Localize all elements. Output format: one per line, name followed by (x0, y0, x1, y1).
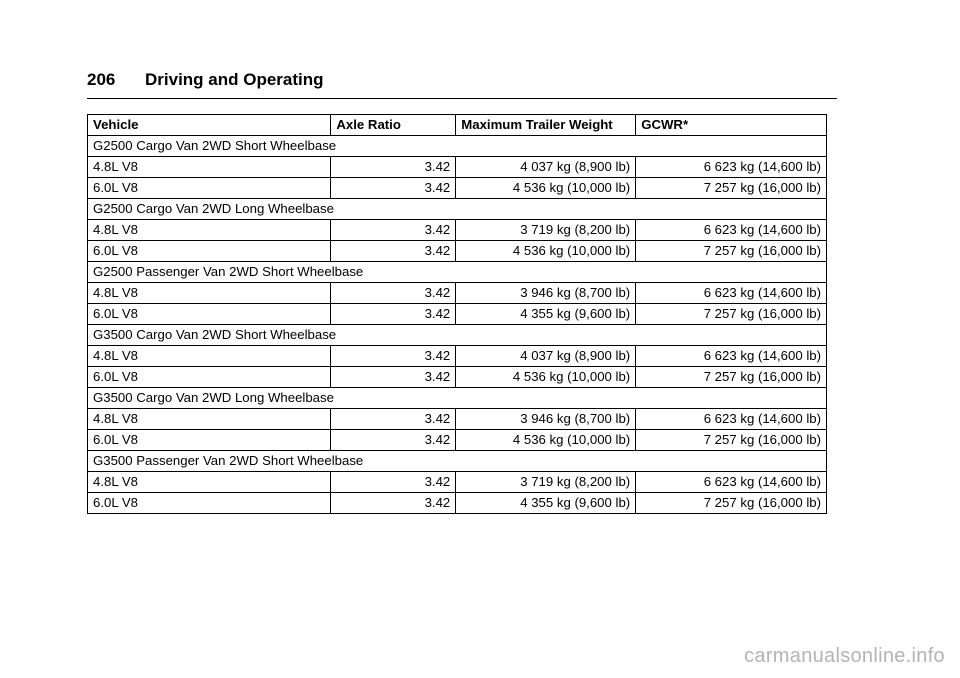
table-row (88, 430, 827, 451)
table-row (88, 241, 827, 262)
table-row (88, 157, 827, 178)
table-row (88, 472, 827, 493)
vehicle-group-name: G3500 Passenger Van 2WD Short Wheelbase (88, 451, 827, 472)
max-trailer-weight-cell: 4 536 kg (10,000 lb) (456, 241, 636, 262)
trailer-weight-table (87, 114, 827, 514)
gcwr-cell: 6 623 kg (14,600 lb) (636, 283, 827, 304)
group-row (88, 388, 827, 409)
vehicle-group-name: G3500 Cargo Van 2WD Short Wheelbase (88, 325, 827, 346)
axle-ratio-cell: 3.42 (331, 157, 456, 178)
engine-cell: 4.8L V8 (88, 346, 331, 367)
table-row (88, 178, 827, 199)
page-number: 206 (87, 70, 116, 89)
footer-watermark: carmanualsonline.info (744, 645, 945, 667)
axle-ratio-cell: 3.42 (331, 346, 456, 367)
page-header (87, 70, 837, 99)
group-row (88, 451, 827, 472)
engine-cell: 6.0L V8 (88, 367, 331, 388)
vehicle-group-name: G2500 Cargo Van 2WD Short Wheelbase (88, 136, 827, 157)
engine-cell: 6.0L V8 (88, 430, 331, 451)
axle-ratio-cell: 3.42 (331, 472, 456, 493)
max-trailer-weight-cell: 3 946 kg (8,700 lb) (456, 409, 636, 430)
table-row (88, 346, 827, 367)
section-title: Driving and Operating (145, 70, 324, 89)
gcwr-cell: 7 257 kg (16,000 lb) (636, 367, 827, 388)
gcwr-cell: 6 623 kg (14,600 lb) (636, 409, 827, 430)
max-trailer-weight-cell: 4 037 kg (8,900 lb) (456, 346, 636, 367)
engine-cell: 6.0L V8 (88, 178, 331, 199)
table-row (88, 220, 827, 241)
engine-cell: 6.0L V8 (88, 304, 331, 325)
table-row (88, 283, 827, 304)
group-row (88, 199, 827, 220)
table-body (88, 136, 827, 514)
engine-cell: 4.8L V8 (88, 283, 331, 304)
axle-ratio-cell: 3.42 (331, 493, 456, 514)
engine-cell: 4.8L V8 (88, 472, 331, 493)
axle-ratio-cell: 3.42 (331, 430, 456, 451)
vehicle-group-name: G3500 Cargo Van 2WD Long Wheelbase (88, 388, 827, 409)
gcwr-cell: 6 623 kg (14,600 lb) (636, 157, 827, 178)
table-row (88, 367, 827, 388)
axle-ratio-cell: 3.42 (331, 304, 456, 325)
group-row (88, 136, 827, 157)
gcwr-cell: 7 257 kg (16,000 lb) (636, 430, 827, 451)
table-row (88, 409, 827, 430)
max-trailer-weight-cell: 4 536 kg (10,000 lb) (456, 367, 636, 388)
gcwr-cell: 7 257 kg (16,000 lb) (636, 241, 827, 262)
engine-cell: 6.0L V8 (88, 493, 331, 514)
max-trailer-weight-cell: 4 536 kg (10,000 lb) (456, 430, 636, 451)
gcwr-cell: 7 257 kg (16,000 lb) (636, 493, 827, 514)
engine-cell: 4.8L V8 (88, 220, 331, 241)
max-trailer-weight-cell: 4 536 kg (10,000 lb) (456, 178, 636, 199)
max-trailer-weight-cell: 3 719 kg (8,200 lb) (456, 472, 636, 493)
axle-ratio-cell: 3.42 (331, 367, 456, 388)
max-trailer-weight-cell: 3 719 kg (8,200 lb) (456, 220, 636, 241)
group-row (88, 325, 827, 346)
axle-ratio-cell: 3.42 (331, 241, 456, 262)
axle-ratio-cell: 3.42 (331, 283, 456, 304)
max-trailer-weight-cell: 3 946 kg (8,700 lb) (456, 283, 636, 304)
column-header-vehicle: Vehicle (88, 115, 331, 136)
table-row (88, 493, 827, 514)
max-trailer-weight-cell: 4 037 kg (8,900 lb) (456, 157, 636, 178)
max-trailer-weight-cell: 4 355 kg (9,600 lb) (456, 493, 636, 514)
gcwr-cell: 7 257 kg (16,000 lb) (636, 304, 827, 325)
engine-cell: 6.0L V8 (88, 241, 331, 262)
engine-cell: 4.8L V8 (88, 409, 331, 430)
gcwr-cell: 6 623 kg (14,600 lb) (636, 346, 827, 367)
column-header-max-trailer-weight: Maximum Trailer Weight (456, 115, 636, 136)
group-row (88, 262, 827, 283)
gcwr-cell: 6 623 kg (14,600 lb) (636, 472, 827, 493)
vehicle-group-name: G2500 Cargo Van 2WD Long Wheelbase (88, 199, 827, 220)
column-header-axle-ratio: Axle Ratio (331, 115, 456, 136)
table-row (88, 304, 827, 325)
max-trailer-weight-cell: 4 355 kg (9,600 lb) (456, 304, 636, 325)
engine-cell: 4.8L V8 (88, 157, 331, 178)
axle-ratio-cell: 3.42 (331, 178, 456, 199)
column-header-gcwr: GCWR* (636, 115, 827, 136)
table-header-row (88, 115, 827, 136)
axle-ratio-cell: 3.42 (331, 409, 456, 430)
axle-ratio-cell: 3.42 (331, 220, 456, 241)
gcwr-cell: 6 623 kg (14,600 lb) (636, 220, 827, 241)
vehicle-group-name: G2500 Passenger Van 2WD Short Wheelbase (88, 262, 827, 283)
gcwr-cell: 7 257 kg (16,000 lb) (636, 178, 827, 199)
